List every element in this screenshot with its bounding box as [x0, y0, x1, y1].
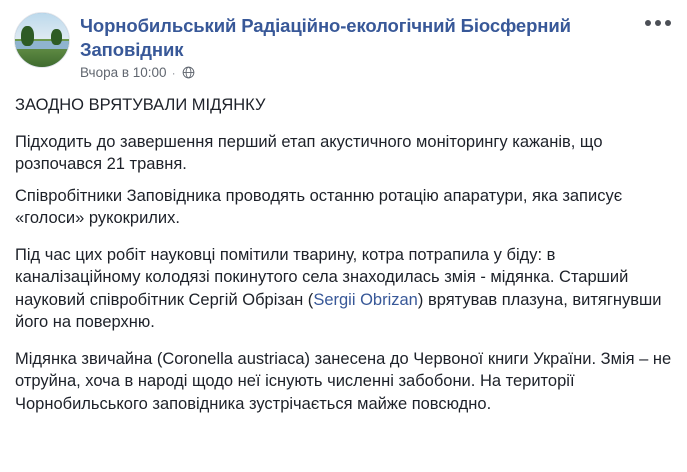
dot [665, 20, 671, 26]
post-header-text [80, 12, 673, 80]
post-paragraph-3 [15, 244, 672, 334]
post-paragraph-4: Мідянка звичайна (Coronella austriaca) занесена до Червоної книги України. Змія – не отруйна, хоча в народі щодо неї існують численні забобони. На території Чорнобильського заповідника зустрічається майже повсюдно. [15, 349, 672, 413]
avatar-tree-icon [51, 29, 62, 45]
page-name-link[interactable]: Чорнобильський Радіаційно-екологічний Біосферний Заповідник [80, 15, 571, 60]
paragraph-3-text-after: ) врятував плазуна, витягнувши його на поверхню. [15, 290, 662, 331]
dot [655, 20, 661, 26]
post-paragraph-2: Співробітники Заповідника проводять останню ротацію апаратури, яка записує «голоси» рукокрилих. [15, 186, 623, 227]
post-header [0, 0, 687, 80]
post-meta [80, 65, 673, 80]
more-options-icon[interactable] [645, 20, 671, 26]
meta-separator: · [171, 65, 176, 80]
post-paragraph-1: Підходить до завершення перший етап акустичного моніторингу кажанів, що розпочався 21 травня. [15, 132, 603, 173]
profile-mention-link[interactable]: Sergii Obrizan [313, 290, 418, 309]
paragraph-3-text-before: Під час цих робіт науковці помітили тварину, котра потрапила у біду: в каналізаційному колодязі покинутого села знаходилась змія - мідянка. Старший науковий співробітник Сергій Обрізан ( [15, 245, 629, 309]
post-timestamp[interactable]: Вчора в 10:00 [80, 65, 167, 80]
avatar[interactable] [14, 12, 70, 68]
dot [645, 20, 651, 26]
post-message [0, 80, 687, 415]
globe-icon[interactable] [182, 66, 195, 79]
avatar-tree-icon [21, 26, 34, 46]
post-headline: ЗАОДНО ВРЯТУВАЛИ МІДЯНКУ [15, 96, 266, 114]
